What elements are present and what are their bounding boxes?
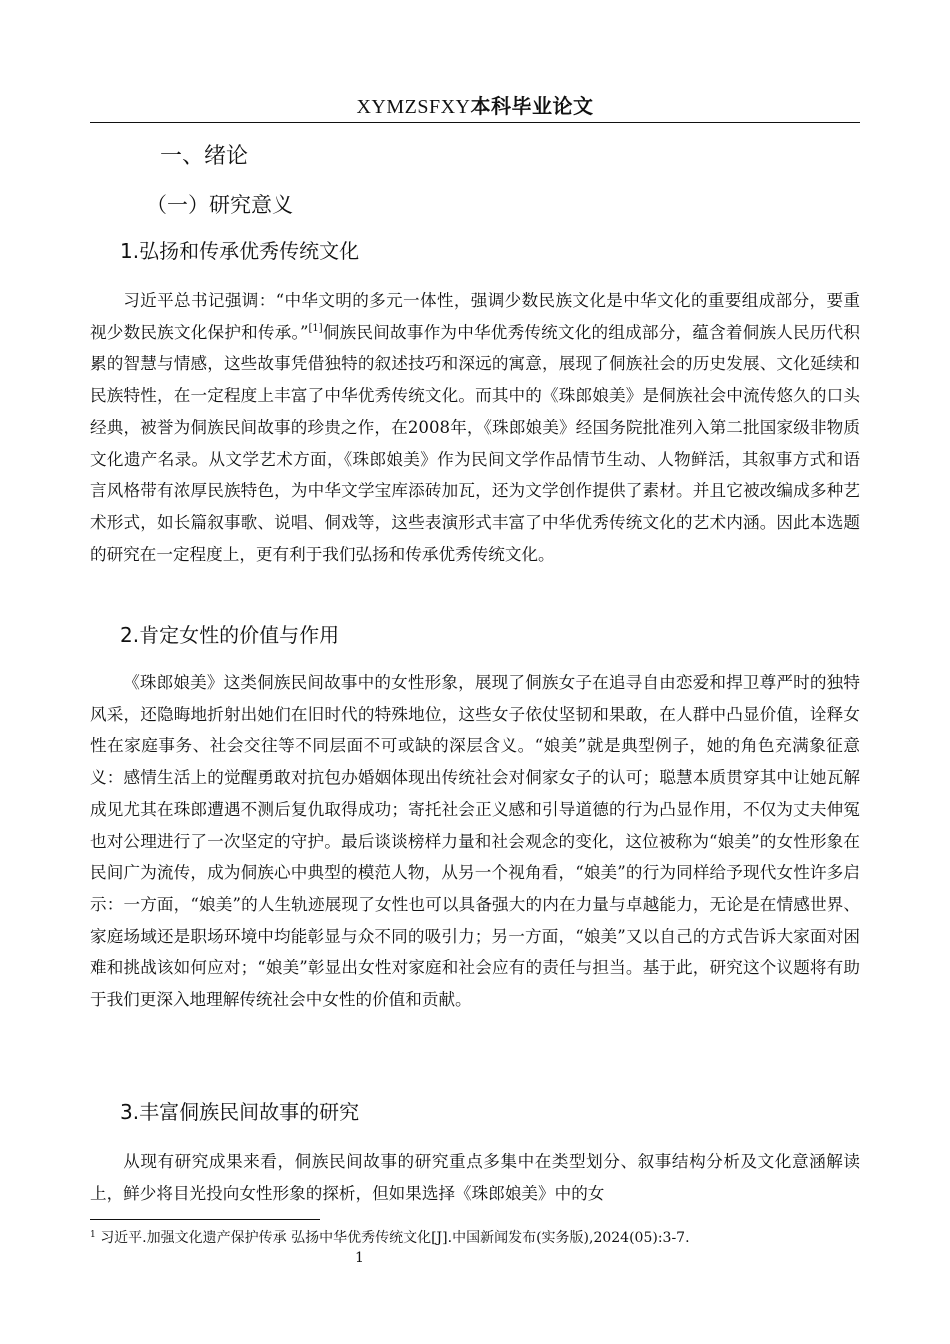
part-1-heading: 1.弘扬和传承优秀传统文化 xyxy=(120,239,360,263)
citation-ref-1[interactable]: [1] xyxy=(308,322,323,334)
header-rule xyxy=(90,122,860,123)
footnote xyxy=(90,1228,690,1248)
part-1-paragraph xyxy=(90,285,860,570)
part-3-paragraph: 从现有研究成果来看，侗族民间故事的研究重点多集中在类型划分、叙事结构分析及文化意涵解读上，鲜少将目光投向女性形象的探析，但如果选择《珠郎娘美》中的女 xyxy=(90,1152,860,1203)
footnote-marker: 1 xyxy=(90,1230,96,1240)
part-1-text-b: 侗族民间故事作为中华优秀传统文化的组成部分，蕴含着侗族人民历代积累的智慧与情感，这些故事凭借独特的叙述技巧和深远的寓意，展现了侗族社会的历史发展、文化延续和民族特性，在一定程度上丰富了中华优秀传统文化。而其中的《珠郎娘美》是侗族社会中流传悠久的口头经典，被誉为侗族民间故事的珍贵之作，在2008年，《珠郎娘美》经国务院批准列入第二批国家级非物质文化遗产名录。从文学艺术方面，《珠郎娘美》作为民间文学作品情节生动、人物鲜活，其叙事方式和语言风格带有浓厚民族特色，为中华文学宝库添砖加瓦，还为文学创作提供了素材。并且它被改编成多种艺术形式，如长篇叙事歌、说唱、侗戏等，这些表演形式丰富了中华优秀传统文化的艺术内涵。因此本选题的研究在一定程度上，更有利于我们弘扬和传承优秀传统文化。 xyxy=(90,322,860,564)
part-2-paragraph: 《珠郎娘美》这类侗族民间故事中的女性形象，展现了侗族女子在追寻自由恋爱和捍卫尊严时的独特风采，还隐晦地折射出她们在旧时代的特殊地位，这些女子依仗坚韧和果敢，在人群中凸显价值，诠释女性在家庭事务、社会交往等不同层面不可或缺的深层含义。“娘美”就是典型例子，她的角色充满象征意义：感情生活上的觉醒勇敢对抗包办婚姻体现出传统社会对侗家女子的认可；聪慧本质贯穿其中让她瓦解成见尤其在珠郎遭遇不测后复仇取得成功；寄托社会正义感和引导道德的行为凸显作用，不仅为丈夫伸冤也对公理进行了一次坚定的守护。最后谈谈榜样力量和社会观念的变化，这位被称为“娘美”的女性形象在民间广为流传，成为侗族心中典型的模范人物，从另一个视角看，“娘美”的行为同样给予现代女性许多启示：一方面，“娘美”的人生轨迹展现了女性也可以具备强大的内在力量与卓越能力，无论是在情感世界、家庭场域还是职场环境中均能彰显与众不同的吸引力；另一方面，“娘美”又以自己的方式告诉大家面对困难和挑战该如何应对；“娘美”彰显出女性对家庭和社会应有的责任与担当。基于此，研究这个议题将有助于我们更深入地理解传统社会中女性的价值和贡献。 xyxy=(90,673,860,1010)
header-code: XYMZSFXY xyxy=(356,96,471,118)
header-title: 本科毕业论文 xyxy=(470,94,594,118)
footnote-rule xyxy=(90,1219,320,1220)
part-1-text-a: 习近平总书记强调：“中华文明的多元一体性，强调少数民族文化是中华文化的重要组成部分，要重视少数民族文化保护和传承。” xyxy=(90,291,860,342)
running-header xyxy=(90,92,860,121)
subsection-heading: （一）研究意义 xyxy=(146,193,293,217)
part-3-heading: 3.丰富侗族民间故事的研究 xyxy=(120,1100,360,1124)
part-2-heading: 2.肯定女性的价值与作用 xyxy=(120,623,340,647)
footnote-text: 习近平.加强文化遗产保护传承 弘扬中华优秀传统文化[J].中国新闻发布(实务版),2024(05):3-7. xyxy=(100,1230,690,1246)
section-heading: 一、绪论 xyxy=(160,144,249,169)
page-number: 1 xyxy=(355,1250,364,1266)
